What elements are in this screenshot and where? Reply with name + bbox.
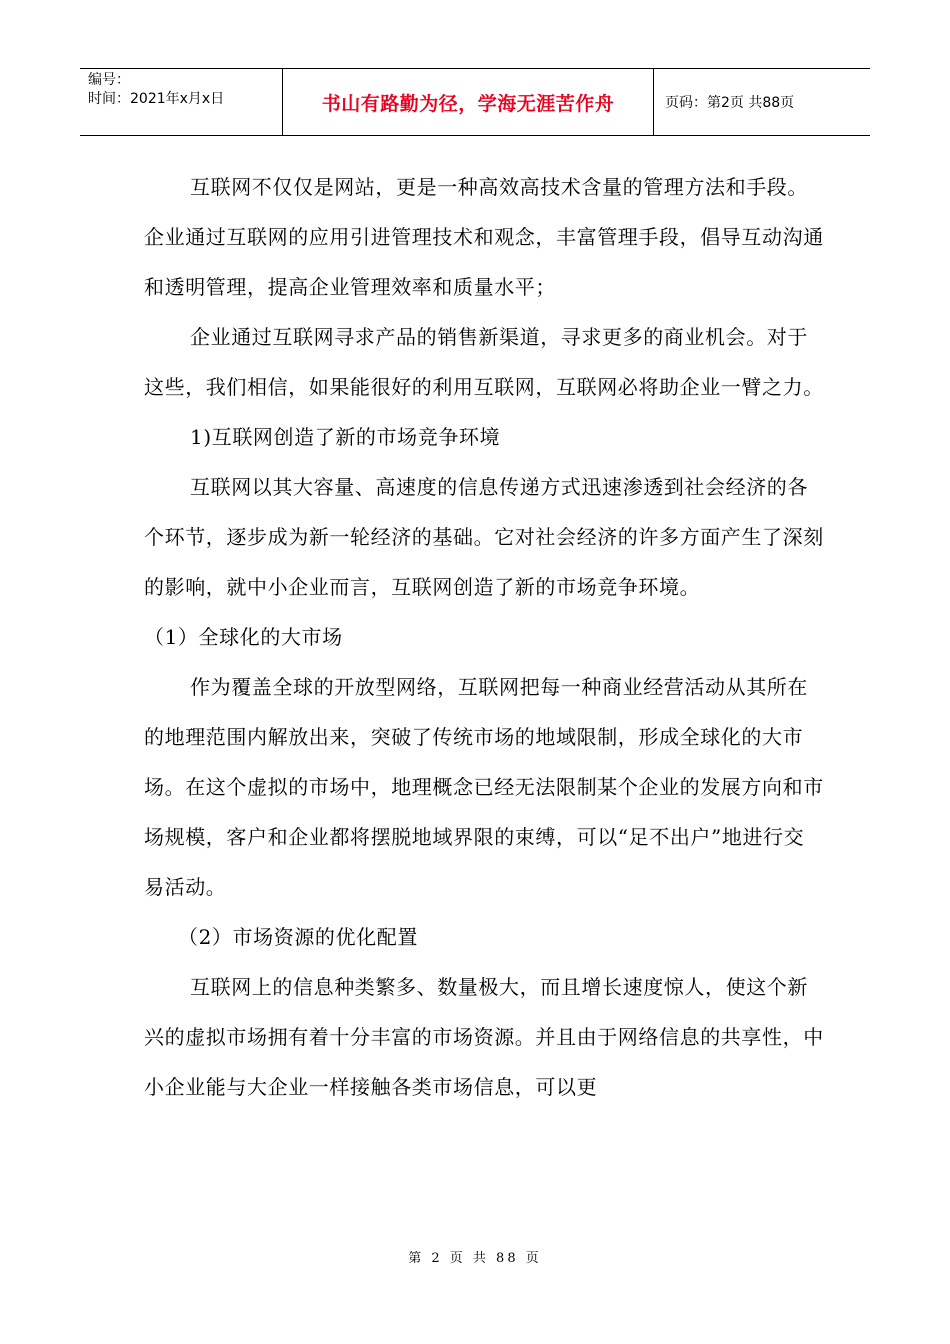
- section-heading: 1)互联网创造了新的市场竞争环境: [190, 425, 501, 449]
- page-footer: 第 2 页 共 88 页: [408, 1251, 542, 1266]
- header-page-info: 页码：第2页 共88页: [665, 95, 795, 111]
- header-motto: 书山有路勤为径，学海无涯苦作舟: [283, 69, 654, 135]
- subsection-heading: （2）市场资源的优化配置: [178, 925, 418, 949]
- paragraph: 互联网不仅仅是网站，更是一种高效高技术含量的管理方法和手段。企业通过互联网的应用引进管理技术和观念，丰富管理手段，倡导互动沟通和透明管理，提高企业管理效率和质量水平；: [144, 175, 824, 299]
- document-body: [144, 162, 824, 1112]
- header-meta: [80, 69, 283, 135]
- paragraph: 互联网以其大容量、高速度的信息传递方式迅速渗透到社会经济的各个环节，逐步成为新一轮经济的基础。它对社会经济的许多方面产生了深刻的影响，就中小企业而言，互联网创造了新的市场竞争环境。: [144, 475, 824, 599]
- paragraph: 作为覆盖全球的开放型网络，互联网把每一种商业经营活动从其所在的地理范围内解放出来，突破了传统市场的地域限制，形成全球化的大市场。在这个虚拟的市场中，地理概念已经无法限制某个企业的发展方向和市场规模，客户和企业都将摆脱地域界限的束缚，可以“足不出户”地进行交易活动。: [144, 675, 824, 899]
- paragraph: 企业通过互联网寻求产品的销售新渠道，寻求更多的商业机会。对于这些，我们相信，如果能很好的利用互联网，互联网必将助企业一臂之力。: [144, 325, 824, 399]
- paragraph: 互联网上的信息种类繁多、数量极大，而且增长速度惊人，使这个新兴的虚拟市场拥有着十分丰富的市场资源。并且由于网络信息的共享性，中小企业能与大企业一样接触各类市场信息，可以更: [144, 975, 824, 1099]
- doc-number-label: 编号：: [88, 72, 130, 88]
- doc-date-label: 时间：2021年x月x日: [88, 91, 225, 107]
- subsection-heading: （1）全球化的大市场: [144, 625, 343, 649]
- document-header: [80, 68, 870, 136]
